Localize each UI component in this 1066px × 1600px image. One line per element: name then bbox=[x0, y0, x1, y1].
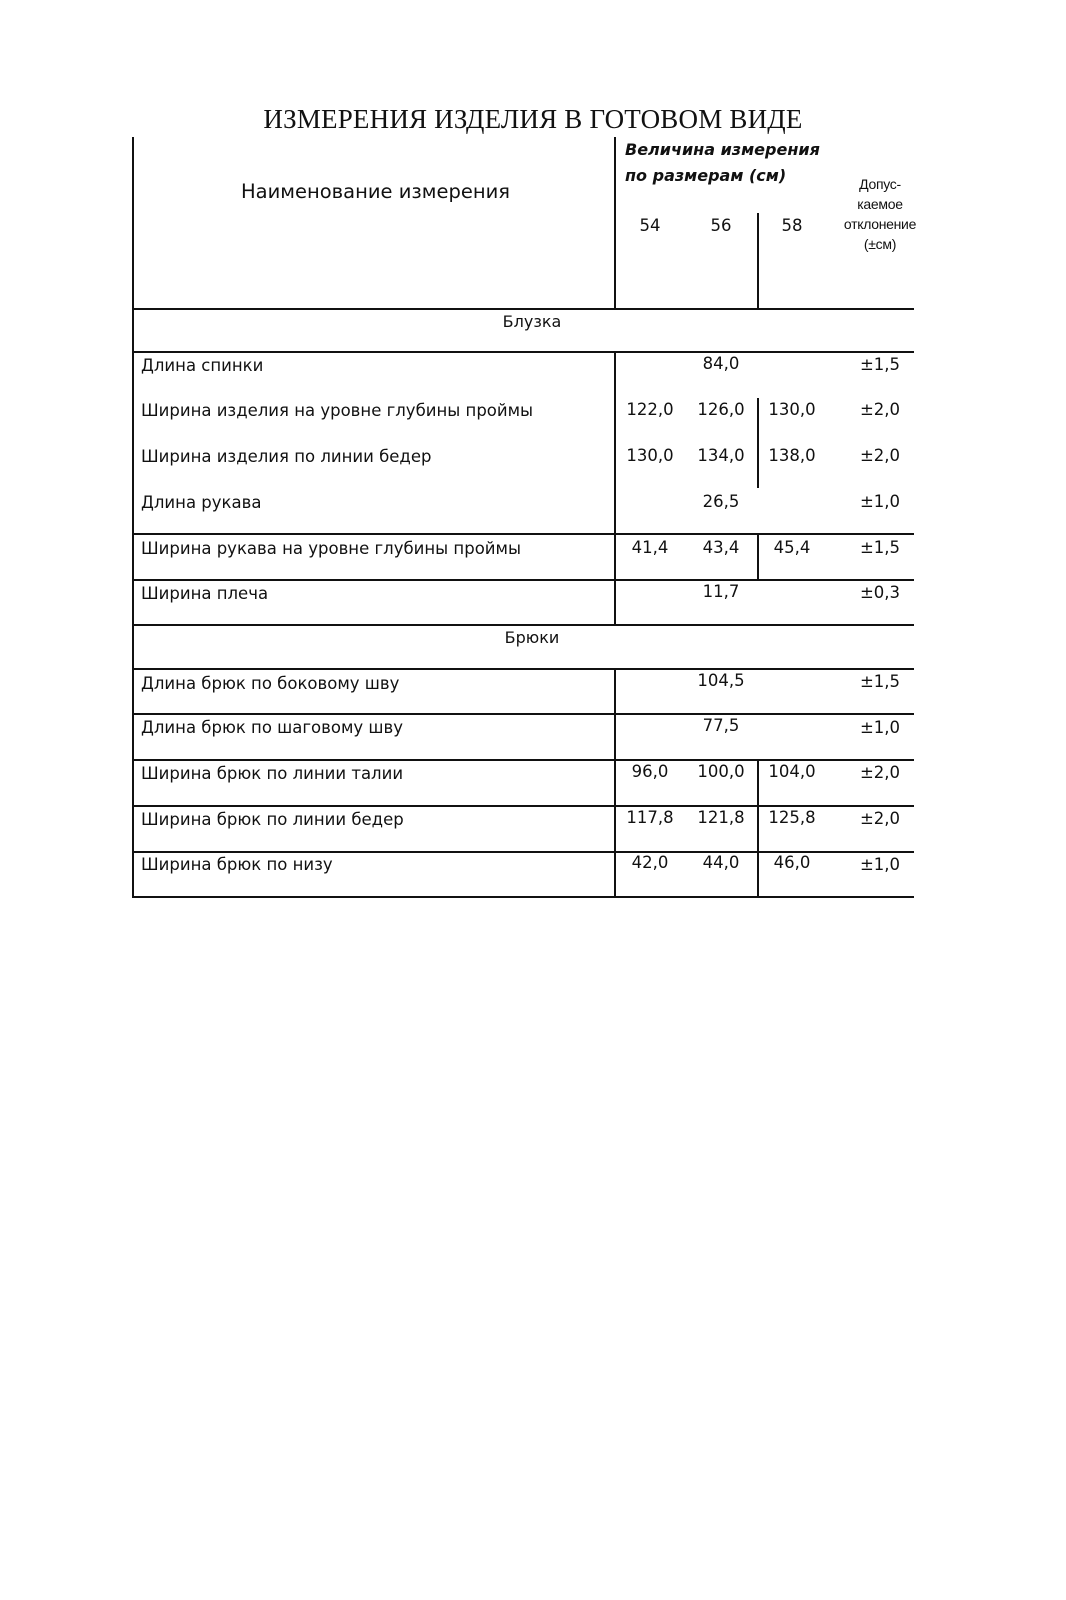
row-label: Ширина рукава на уровне глубины проймы bbox=[141, 539, 521, 558]
size-divider bbox=[757, 398, 759, 488]
value-58: 125,8 bbox=[768, 808, 816, 827]
tolerance-value: ±1,5 bbox=[859, 672, 901, 691]
section-title-blouse: Блузка bbox=[502, 312, 562, 331]
tolerance-value: ±1,0 bbox=[859, 718, 901, 737]
row-divider bbox=[132, 308, 914, 310]
row-divider bbox=[132, 533, 914, 535]
tolerance-value: ±2,0 bbox=[859, 446, 901, 465]
row-divider bbox=[132, 668, 914, 670]
row-label: Ширина брюк по низу bbox=[141, 855, 333, 874]
row-label: Длина рукава bbox=[141, 493, 262, 512]
value-54: 42,0 bbox=[631, 853, 669, 872]
value-56: 121,8 bbox=[697, 808, 745, 827]
table-bottom-border bbox=[132, 896, 914, 898]
value-54: 41,4 bbox=[631, 538, 669, 557]
value-58: 46,0 bbox=[773, 853, 811, 872]
row-label: Ширина плеча bbox=[141, 584, 269, 603]
tolerance-value: ±1,5 bbox=[859, 355, 901, 374]
value-54: 130,0 bbox=[626, 446, 674, 465]
header-name-column: Наименование измерения bbox=[241, 180, 511, 203]
value-58: 130,0 bbox=[768, 400, 816, 419]
tolerance-value: ±1,0 bbox=[859, 855, 901, 874]
tolerance-value: ±2,0 bbox=[859, 400, 901, 419]
row-divider bbox=[132, 351, 914, 353]
value-58: 104,0 bbox=[768, 762, 816, 781]
row-divider bbox=[132, 759, 914, 761]
row-label: Длина спинки bbox=[141, 356, 264, 375]
tolerance-value: ±1,5 bbox=[859, 538, 901, 557]
value-56: 77,5 bbox=[702, 716, 740, 735]
value-56: 126,0 bbox=[697, 400, 745, 419]
value-58: 45,4 bbox=[773, 538, 811, 557]
size-54-header: 54 bbox=[639, 216, 661, 235]
tolerance-value: ±0,3 bbox=[859, 583, 901, 602]
page-title: ИЗМЕРЕНИЯ ИЗДЕЛИЯ В ГОТОВОМ ВИДЕ bbox=[263, 104, 803, 134]
size-divider bbox=[757, 213, 759, 308]
value-58: 138,0 bbox=[768, 446, 816, 465]
value-56: 11,7 bbox=[702, 582, 740, 601]
row-divider bbox=[132, 805, 914, 807]
header-sizes-column: Величина измерения по размерам (см) bbox=[625, 140, 820, 185]
row-divider bbox=[132, 579, 914, 581]
row-label: Ширина брюк по линии талии bbox=[141, 764, 404, 783]
row-label: Длина брюк по шаговому шву bbox=[141, 718, 404, 737]
value-56: 44,0 bbox=[702, 853, 740, 872]
row-divider bbox=[132, 624, 914, 626]
value-56: 26,5 bbox=[702, 492, 740, 511]
row-label: Ширина брюк по линии бедер bbox=[141, 810, 404, 829]
value-56: 104,5 bbox=[697, 671, 745, 690]
value-56: 43,4 bbox=[702, 538, 740, 557]
value-56: 100,0 bbox=[697, 762, 745, 781]
size-58-header: 58 bbox=[781, 216, 803, 235]
value-56: 84,0 bbox=[702, 354, 740, 373]
column-divider bbox=[614, 352, 616, 624]
row-label: Ширина изделия по линии бедер bbox=[141, 447, 432, 466]
table-left-border bbox=[132, 137, 134, 897]
column-divider bbox=[614, 137, 616, 308]
tolerance-value: ±2,0 bbox=[859, 763, 901, 782]
size-divider bbox=[757, 534, 759, 579]
size-divider bbox=[757, 760, 759, 897]
tolerance-value: ±1,0 bbox=[859, 492, 901, 511]
value-56: 134,0 bbox=[697, 446, 745, 465]
size-56-header: 56 bbox=[710, 216, 732, 235]
section-title-trousers: Брюки bbox=[504, 628, 560, 647]
tolerance-value: ±2,0 bbox=[859, 809, 901, 828]
value-54: 96,0 bbox=[631, 762, 669, 781]
column-divider bbox=[614, 668, 616, 897]
row-label: Длина брюк по боковому шву bbox=[141, 674, 400, 693]
row-divider bbox=[132, 713, 914, 715]
value-54: 117,8 bbox=[626, 808, 674, 827]
value-54: 122,0 bbox=[626, 400, 674, 419]
header-tolerance-column: Допус-каемое отклонение (±см) bbox=[843, 176, 917, 252]
row-label: Ширина изделия на уровне глубины проймы bbox=[141, 401, 534, 420]
